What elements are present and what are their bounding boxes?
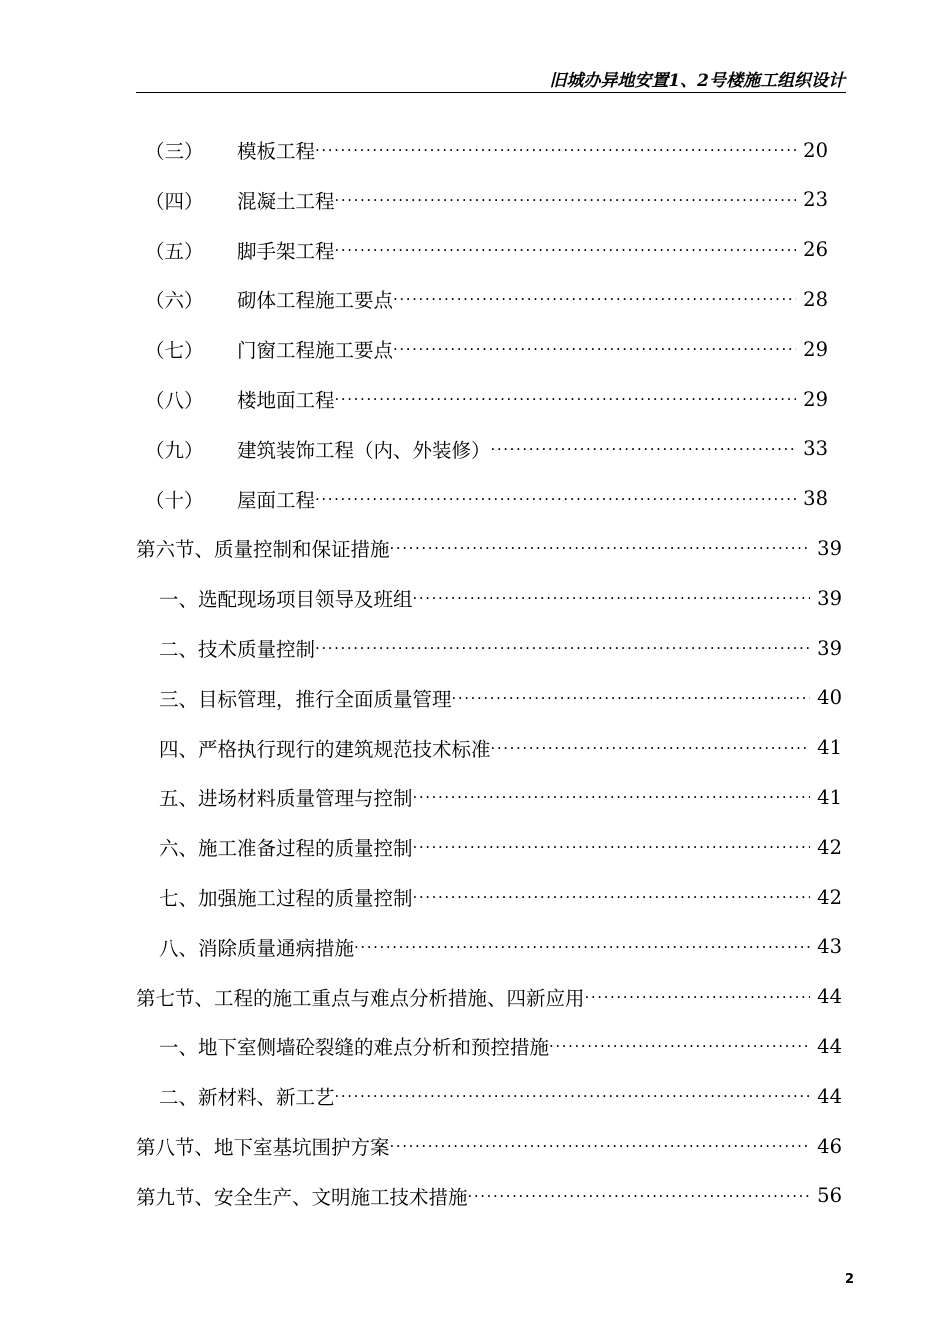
toc-entry-title: 屋面工程	[237, 488, 316, 512]
toc-entry-page: 41	[817, 736, 842, 760]
toc-entry-page: 20	[803, 138, 828, 162]
toc-entry-page: 39	[817, 536, 842, 560]
toc-entry-page: 43	[817, 935, 842, 959]
toc-entry-title: 四、严格执行现行的建筑规范技术标准	[159, 737, 491, 761]
toc-entry-title: 门窗工程施工要点	[237, 339, 394, 363]
toc-entry-page: 38	[803, 487, 828, 511]
toc-leader-dots	[413, 838, 810, 856]
toc-entry-title: 第八节、地下室基坑围护方案	[136, 1136, 390, 1159]
toc-entry-title: 七、加强施工过程的质量控制	[159, 887, 413, 910]
toc-leader-dots	[354, 938, 810, 956]
header-divider	[136, 92, 846, 93]
toc-entry[interactable]	[159, 583, 842, 613]
toc-entry-page: 41	[817, 785, 842, 809]
toc-entry[interactable]	[145, 484, 828, 514]
toc-entry[interactable]	[136, 1181, 842, 1211]
toc-entry-title: 砌体工程施工要点	[237, 289, 394, 313]
toc-leader-dots	[393, 340, 796, 358]
toc-entry-page: 46	[817, 1134, 842, 1158]
toc-leader-dots	[549, 1037, 810, 1055]
toc-entry-page: 40	[817, 686, 842, 710]
toc-entry[interactable]	[159, 1081, 842, 1111]
toc-leader-dots	[413, 888, 810, 906]
toc-entry-title: 建筑装饰工程（内、外装修）	[237, 438, 491, 462]
toc-entry-page: 56	[817, 1184, 842, 1208]
toc-entry-page: 39	[817, 586, 842, 610]
toc-leader-dots	[315, 141, 796, 159]
toc-entry-page: 44	[817, 1084, 842, 1108]
toc-entry[interactable]	[145, 185, 828, 215]
toc-leader-dots	[413, 788, 810, 806]
toc-entry[interactable]	[145, 434, 828, 464]
toc-entry-page: 39	[817, 636, 842, 660]
document-header-title: 旧城办异地安置1、2号楼施工组织设计	[549, 71, 845, 91]
toc-entry-title: 第七节、工程的施工重点与难点分析措施、四新应用	[136, 986, 585, 1010]
toc-entry[interactable]	[159, 932, 842, 962]
toc-entry-title: 八、消除质量通病措施	[159, 936, 355, 960]
toc-entry-page: 23	[803, 188, 828, 212]
toc-leader-dots	[413, 589, 810, 607]
toc-entry[interactable]	[145, 235, 828, 265]
toc-entry[interactable]	[136, 1131, 842, 1161]
toc-entry[interactable]	[159, 683, 842, 713]
toc-entry-title: 脚手架工程	[237, 239, 335, 263]
toc-entry[interactable]	[136, 982, 842, 1012]
page-number: 2	[845, 1272, 855, 1287]
toc-leader-dots	[390, 539, 810, 557]
toc-leader-dots	[393, 290, 796, 308]
toc-entry[interactable]	[145, 334, 828, 364]
toc-entry-number: （六）	[145, 289, 204, 313]
toc-entry-page: 44	[817, 985, 842, 1009]
toc-entry-title: 模板工程	[237, 140, 316, 163]
toc-entry[interactable]	[145, 135, 828, 165]
toc-entry-page: 42	[817, 835, 842, 859]
toc-entry-number: （三）	[145, 140, 204, 163]
toc-entry[interactable]	[145, 384, 828, 414]
toc-entry-page: 42	[817, 885, 842, 909]
toc-leader-dots	[335, 241, 796, 259]
toc-entry-page: 29	[803, 387, 828, 411]
toc-entry-title: 二、新材料、新工艺	[159, 1086, 335, 1110]
toc-entry-title: 楼地面工程	[237, 389, 335, 412]
toc-leader-dots	[335, 1087, 810, 1105]
toc-entry-page: 26	[803, 238, 828, 262]
toc-entry[interactable]	[145, 284, 828, 314]
toc-entry-title: 二、技术质量控制	[159, 638, 316, 661]
toc-entry-page: 29	[803, 337, 828, 361]
toc-entry-title: 混凝土工程	[237, 189, 335, 213]
toc-leader-dots	[390, 1137, 810, 1155]
toc-entry-title: 五、进场材料质量管理与控制	[159, 787, 413, 811]
toc-entry-page: 44	[817, 1034, 842, 1058]
toc-entry-title: 第六节、质量控制和保证措施	[136, 538, 390, 562]
toc-entry-number: （四）	[145, 189, 204, 213]
toc-leader-dots	[491, 440, 796, 458]
toc-entry-number: （十）	[145, 488, 204, 512]
toc-leader-dots	[335, 191, 796, 209]
toc-entry[interactable]	[159, 733, 842, 763]
toc-leader-dots	[468, 1187, 810, 1205]
toc-entry-title: 第九节、安全生产、文明施工技术措施	[136, 1185, 468, 1209]
toc-leader-dots	[335, 390, 796, 408]
toc-entry-page: 28	[803, 287, 828, 311]
toc-entry[interactable]	[159, 1031, 842, 1061]
toc-entry-title: 一、选配现场项目领导及班组	[159, 588, 413, 612]
toc-entry[interactable]	[159, 782, 842, 812]
toc-entry-title: 三、目标管理，推行全面质量管理	[159, 687, 452, 711]
toc-entry-number: （七）	[145, 339, 204, 363]
toc-entry-number: （九）	[145, 438, 204, 462]
toc-entry[interactable]	[136, 533, 842, 563]
toc-leader-dots	[315, 639, 810, 657]
toc-entry-page: 33	[803, 437, 828, 461]
toc-entry[interactable]	[159, 633, 842, 663]
toc-entry-title: 六、施工准备过程的质量控制	[159, 837, 413, 861]
toc-leader-dots	[491, 739, 810, 757]
toc-entry[interactable]	[159, 882, 842, 912]
toc-leader-dots	[315, 490, 796, 508]
toc-entry-title: 一、地下室侧墙砼裂缝的难点分析和预控措施	[159, 1036, 550, 1060]
toc-leader-dots	[585, 988, 810, 1006]
toc-entry[interactable]	[159, 832, 842, 862]
toc-entry-number: （八）	[145, 389, 204, 412]
toc-leader-dots	[452, 689, 810, 707]
toc-entry-number: （五）	[145, 239, 204, 263]
